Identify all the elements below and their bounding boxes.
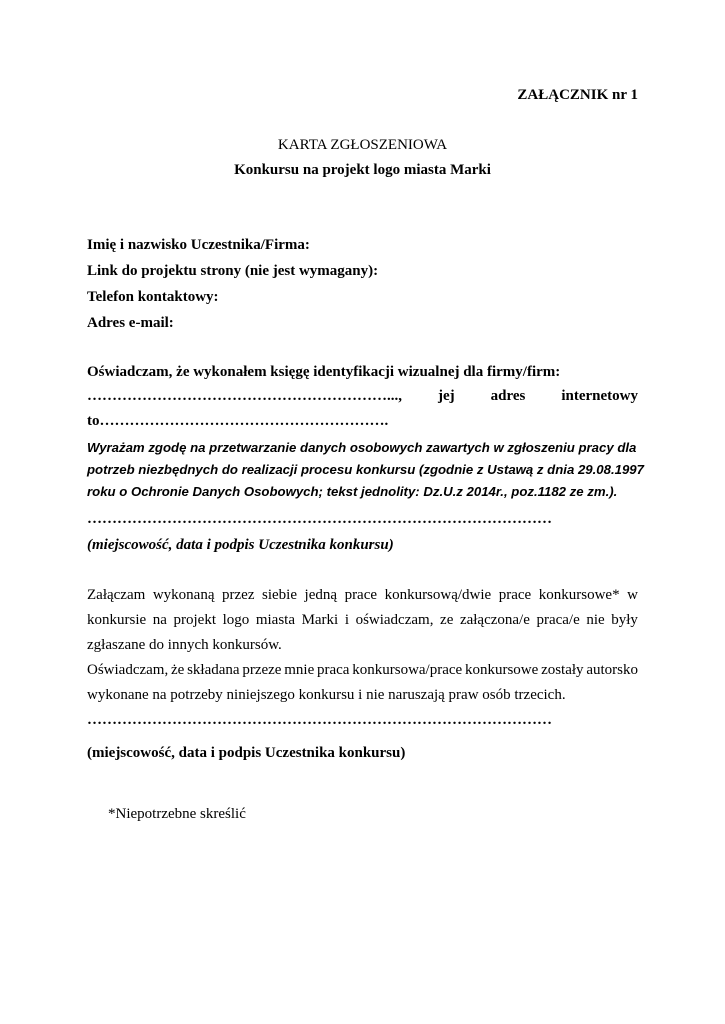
word: zostały: [541, 662, 584, 678]
word: na: [152, 612, 167, 628]
field-email: Adres e-mail:: [87, 315, 174, 331]
word: adres: [490, 388, 526, 404]
word: były: [611, 612, 638, 628]
word: konkursowe: [464, 662, 539, 678]
paragraph-line: [87, 662, 638, 679]
field-name: Imię i nazwisko Uczestnika/Firma:: [87, 237, 310, 253]
word: praca: [317, 662, 350, 678]
word: konkursową/dwie: [384, 587, 492, 603]
word: prace: [498, 587, 532, 603]
word: oświadczam,: [355, 612, 434, 628]
word: w: [627, 587, 638, 603]
word: konkursowe*: [538, 587, 620, 603]
field-phone: Telefon kontaktowy:: [87, 289, 219, 305]
signature-label: (miejscowość, data i podpis Uczestnika konkursu): [87, 745, 406, 761]
word: nie: [586, 612, 605, 628]
word: składana: [187, 662, 240, 678]
footnote: *Niepotrzebne skreślić: [108, 806, 246, 822]
website-line: [87, 388, 638, 405]
word: praca/e: [536, 612, 580, 628]
document-title: KARTA ZGŁOSZENIOWA: [277, 137, 448, 153]
signature-dots: …………………………………………………………………………………: [87, 511, 552, 527]
word: jedną: [304, 587, 338, 603]
word: mnie: [284, 662, 315, 678]
signature-label: (miejscowość, data i podpis Uczestnika konkursu): [87, 537, 394, 553]
word: prace: [344, 587, 378, 603]
word: przez: [222, 587, 255, 603]
word: Załączam: [87, 587, 146, 603]
consent-line: potrzeb niezbędnych do realizacji procesu konkursu (zgodnie z Ustawą z dnia 29.08.1997: [87, 462, 644, 477]
word: autorsko: [586, 662, 638, 678]
signature-dots: …………………………………………………………………………………: [87, 712, 552, 728]
word: Marki: [301, 612, 339, 628]
word: przeze: [242, 662, 282, 678]
field-link: Link do projektu strony (nie jest wymagany):: [87, 263, 379, 279]
word: Oświadczam,: [87, 662, 169, 678]
word: że: [170, 662, 185, 678]
word: internetowy: [561, 388, 638, 404]
declaration-line: Oświadczam, że wykonałem księgę identyfikacji wizualnej dla firmy/firm:: [87, 364, 561, 380]
word: jej: [437, 388, 455, 404]
word: ze: [440, 612, 454, 628]
website-dots-line: to………………………………………………….: [87, 413, 389, 429]
word: logo: [222, 612, 250, 628]
document-subtitle: Konkursu na projekt logo miasta Marki: [234, 162, 491, 178]
dots-field: ……………………………………………………...,: [87, 388, 402, 404]
consent-line: roku o Ochronie Danych Osobowych; tekst jednolity: Dz.U.z 2014r., poz.1182 ze zm.).: [87, 484, 618, 499]
word: miasta: [255, 612, 295, 628]
word: projekt: [173, 612, 216, 628]
word: konkursie: [87, 612, 147, 628]
word: wykonaną: [152, 587, 215, 603]
word: i: [344, 612, 349, 628]
paragraph-line: wykonane na potrzeby niniejszego konkursu i nie naruszają praw osób trzecich.: [87, 687, 566, 703]
consent-line: Wyrażam zgodę na przetwarzanie danych osobowych zawartych w zgłoszeniu pracy dla: [87, 440, 637, 455]
word: załączona/e: [459, 612, 530, 628]
word: siebie: [262, 587, 298, 603]
attachment-label: ZAŁĄCZNIK nr 1: [517, 87, 638, 103]
paragraph-line: zgłaszane do innych konkursów.: [87, 637, 282, 653]
paragraph-line: [87, 612, 638, 629]
paragraph-line: [87, 587, 638, 604]
word: konkursowa/prace: [352, 662, 463, 678]
